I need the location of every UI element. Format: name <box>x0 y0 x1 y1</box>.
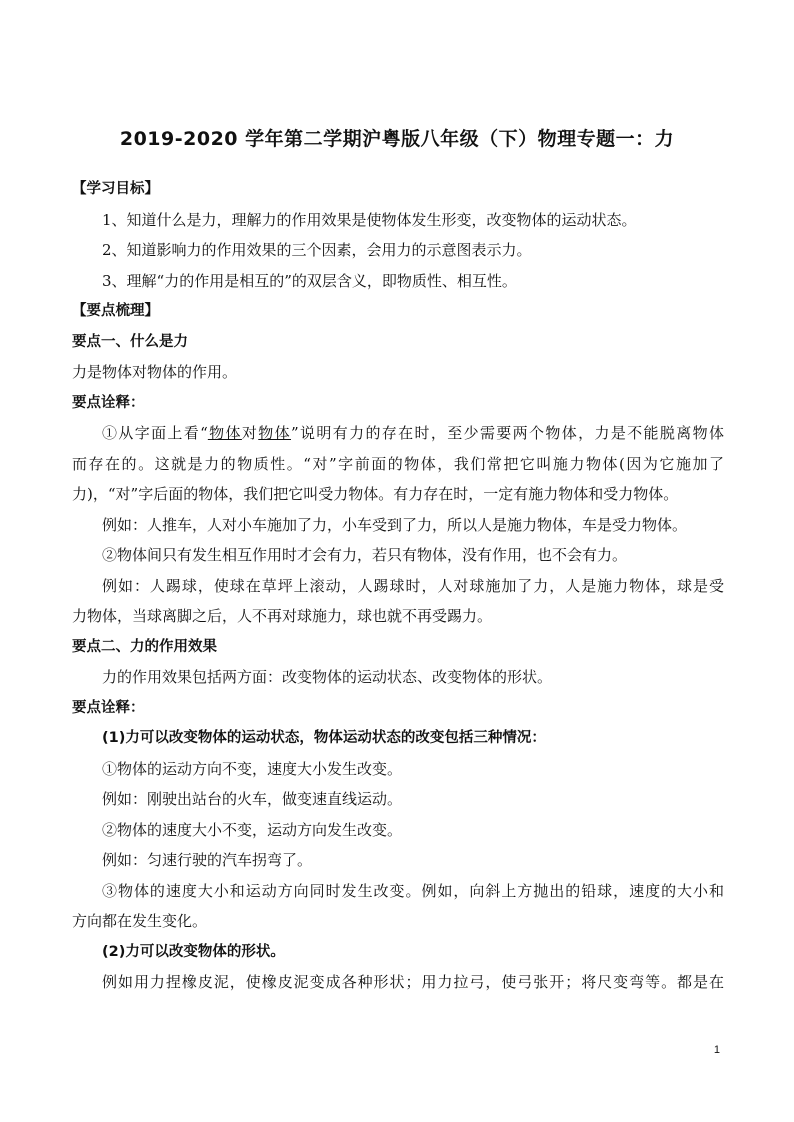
document-body <box>72 174 724 998</box>
point2-example-1: 例如：刚驶出站台的火车，做变速直线运动。 <box>102 790 403 808</box>
point1-example2-line1: 例如：人踢球，使球在草坪上滚动，人踢球时，人对球施加了力，人是施力物体，球是受 <box>102 576 724 595</box>
point2-example-last: 例如用力捏橡皮泥，使橡皮泥变成各种形状；用力拉弓，使弓张开；将尺变弯等。都是在 <box>102 973 724 991</box>
point1-example2-line2: 力物体，当球离脚之后，人不再对球施力，球也就不再受踢力。 <box>72 607 493 625</box>
point2-case-3-line1: ③物体的速度大小和运动方向同时发生改变。例如，向斜上方抛出的铅球，速度的大小和 <box>102 881 724 900</box>
underlined-word: 物体 <box>207 424 242 442</box>
text-run: ”说明有力的存在时，至少需要两个物体，力是不能脱离物体 <box>290 424 724 442</box>
underlined-word: 物体 <box>258 424 291 442</box>
goal-item-2: 2、知道影响力的作用效果的三个因素，会用力的示意图表示力。 <box>102 241 532 259</box>
point1-definition: 力是物体对物体的作用。 <box>72 363 238 381</box>
point2-definition: 力的作用效果包括两方面：改变物体的运动状态、改变物体的形状。 <box>102 668 553 686</box>
point2-case-1: ①物体的运动方向不变，速度大小发生改变。 <box>102 759 403 778</box>
point1-para1-line1 <box>72 418 724 449</box>
point2-heading: 要点二、力的作用效果 <box>72 638 217 655</box>
point1-example1: 例如：人推车，人对小车施加了力，小车受到了力，所以人是施力物体，车是受力物体。 <box>102 515 688 534</box>
point1-explain-label: 要点诠释： <box>72 394 145 411</box>
point1-para1-line2: 而存在的。这就是力的物质性。“对”字前面的物体，我们常把它叫施力物体(因为它施加了 <box>72 454 724 473</box>
point1-para2: ②物体间只有发生相互作用时才会有力，若只有物体，没有作用，也不会有力。 <box>102 546 628 564</box>
point1-para1-line3: 力)，“对”字后面的物体，我们把它叫受力物体。有力存在时，一定有施力物体和受力物体。 <box>72 485 679 503</box>
document-title: 2019-2020 学年第二学期沪粤版八年级（下）物理专题一：力 <box>119 128 675 150</box>
point2-explain-label: 要点诠释： <box>72 699 145 716</box>
goal-item-1: 1、知道什么是力，理解力的作用效果是使物体发生形变，改变物体的运动状态。 <box>102 210 637 229</box>
point2-subheading-2: (2)力可以改变物体的形状。 <box>102 943 285 960</box>
text-run: ①从字面上看“ <box>102 424 208 442</box>
point2-case-2: ②物体的速度大小不变，运动方向发生改变。 <box>102 820 403 839</box>
section-heading-goals: 【学习目标】 <box>72 181 159 197</box>
page-number: 1 <box>713 1044 720 1056</box>
text-run: 对 <box>241 424 259 442</box>
point2-case-3-line2: 方向都在发生变化。 <box>72 912 208 930</box>
point1-heading: 要点一、什么是力 <box>72 333 188 350</box>
section-heading-points: 【要点梳理】 <box>72 303 159 319</box>
point2-example-2: 例如：匀速行驶的汽车拐弯了。 <box>102 851 313 869</box>
point2-subheading-1: (1)力可以改变物体的运动状态，物体运动状态的改变包括三种情况： <box>102 730 546 746</box>
goal-item-3: 3、理解“力的作用是相互的”的双层含义，即物质性、相互性。 <box>102 271 517 290</box>
